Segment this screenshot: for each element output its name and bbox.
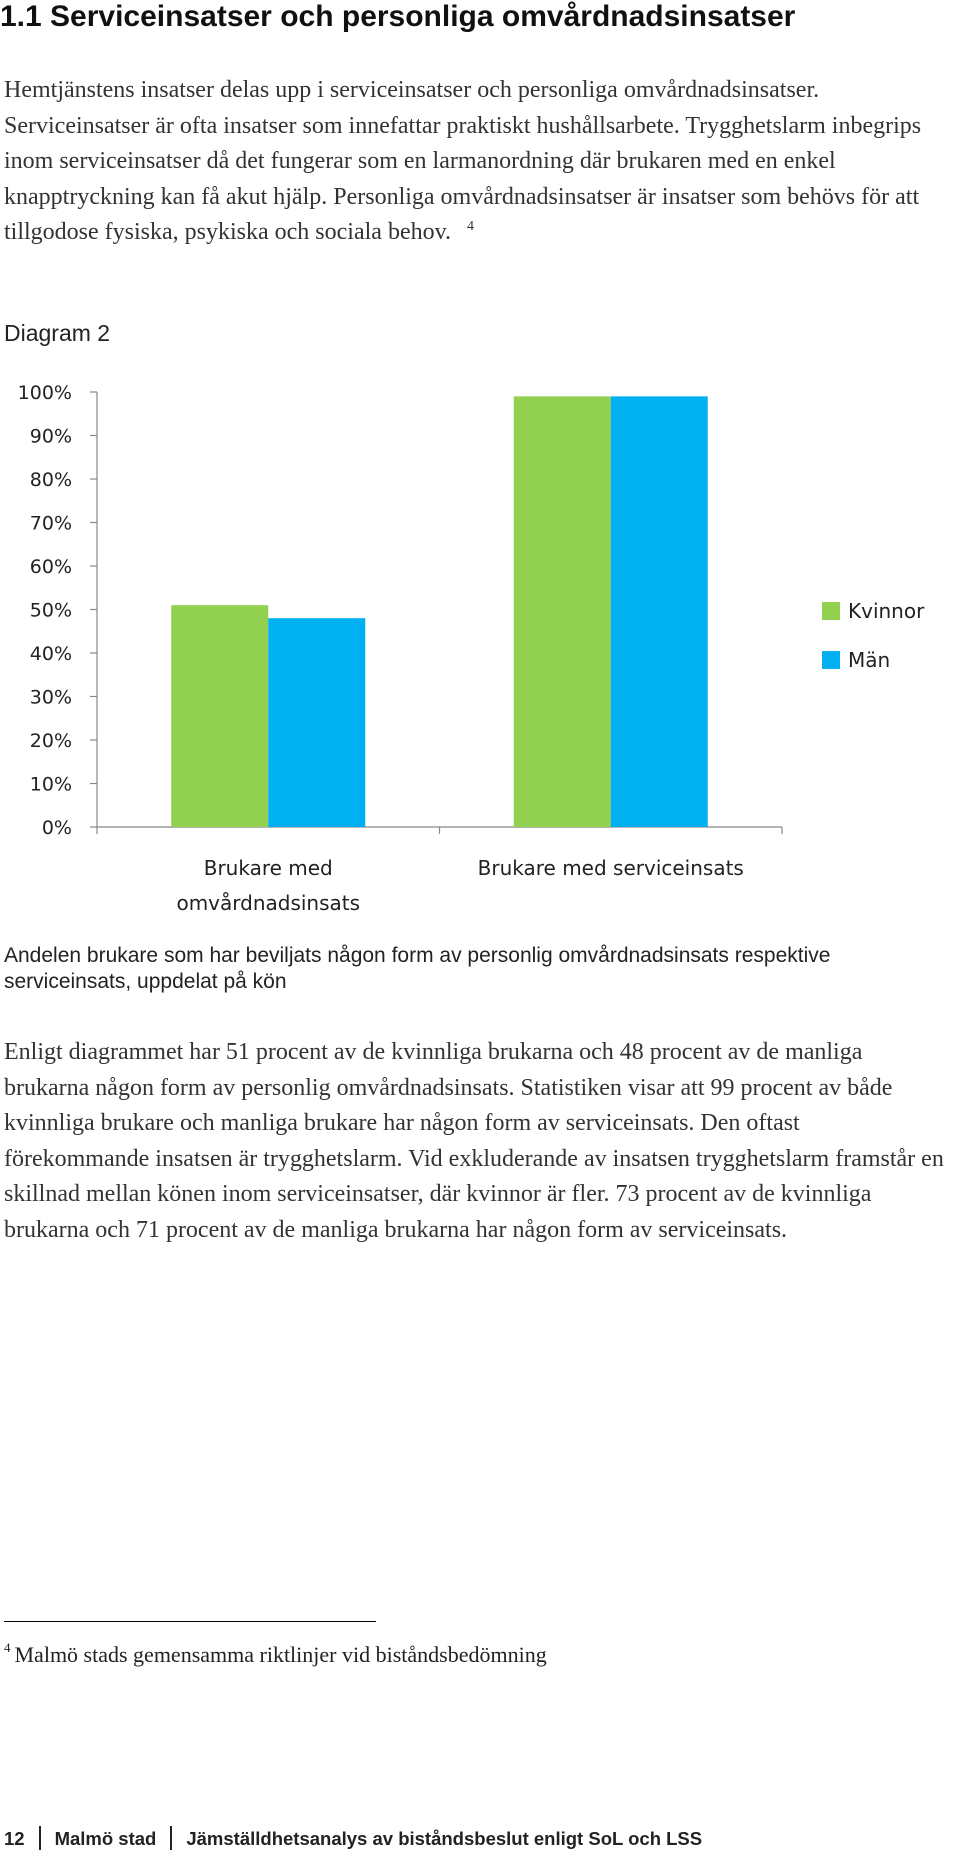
intro-text: Hemtjänstens insatser delas upp i serviceinsatser och personliga omvårdnadsinsatser. Serviceinsatser är ofta insatser som innefattar praktiskt hushållsarbete. Trygghetslarm inbegrips inom serviceinsatser då det fungerar som en larmanordning där brukaren med en enkel knapptryckning kan få akut hjälp. Personliga omvårdnadsinsatser är insatser som behövs för att tillgodose fysiska, psykiska och sociala behov. [4, 77, 922, 245]
page-footer [4, 1828, 702, 1852]
y-tick-label: 100% [17, 382, 72, 404]
footer-organization: Malmö stad [54, 1828, 157, 1849]
footer-separator [39, 1826, 41, 1850]
bar-m-n-2 [611, 396, 708, 827]
footnote-number: 4 [4, 1640, 11, 1655]
footnote-divider [4, 1621, 376, 1622]
footer-separator [170, 1826, 172, 1850]
y-tick-label: 0% [41, 817, 72, 839]
footer-document-title: Jämställdhetsanalys av biståndsbeslut enligt SoL och LSS [186, 1828, 703, 1849]
y-tick-label: 60% [29, 556, 72, 578]
y-tick-label: 30% [29, 686, 72, 709]
bar-chart [0, 370, 960, 930]
intro-paragraph [4, 73, 944, 251]
y-tick-label: 20% [29, 730, 72, 752]
legend-swatch [822, 602, 840, 620]
bar-m-n-1 [268, 618, 365, 827]
y-tick-label: 90% [29, 425, 72, 448]
diagram-label: Diagram 2 [4, 320, 111, 346]
x-category-label: Brukare med [203, 856, 333, 880]
bar-kvinnor-2 [514, 396, 611, 827]
y-tick-label: 70% [29, 512, 72, 535]
y-tick-label: 40% [29, 643, 72, 665]
analysis-paragraph: Enligt diagrammet har 51 procent av de kvinnliga brukarna och 48 procent av de manliga brukarna någon form av personlig omvårdnadsinsats. Statistiken visar att 99 procent av både kvinnliga brukare och manliga brukare har någon form av serviceinsats. Den oftast förekommande insatsen är trygghetslarm. Vid exkluderande av insatsen trygghetslarm framstår en skillnad mellan könen inom serviceinsatser, där kvinnor är fler. 73 procent av de kvinnliga brukarna och 71 procent av de manliga brukarna har någon form av serviceinsats. [4, 1039, 944, 1243]
chart-caption: Andelen brukare som har beviljats någon form av personlig omvårdnadsinsats respektive serviceinsats, uppdelat på kön [4, 944, 831, 993]
section-heading: 1.1 Serviceinsatser och personliga omvårdnadsinsatser [0, 0, 796, 33]
y-tick-label: 80% [29, 469, 72, 491]
legend-label: Män [848, 648, 891, 672]
y-tick-label: 10% [29, 773, 72, 796]
bar-kvinnor-1 [171, 605, 268, 827]
footnote-text: Malmö stads gemensamma riktlinjer vid biståndsbedömning [14, 1642, 547, 1667]
y-tick-label: 50% [29, 599, 72, 622]
x-category-label: omvårdnadsinsats [176, 891, 361, 915]
footnote [4, 1642, 547, 1668]
legend-swatch [822, 651, 840, 669]
footnote-reference[interactable]: 4 [467, 219, 475, 234]
legend-label: Kvinnor [848, 599, 925, 623]
page-number: 12 [4, 1828, 25, 1849]
x-category-label: Brukare med serviceinsats [477, 856, 744, 880]
